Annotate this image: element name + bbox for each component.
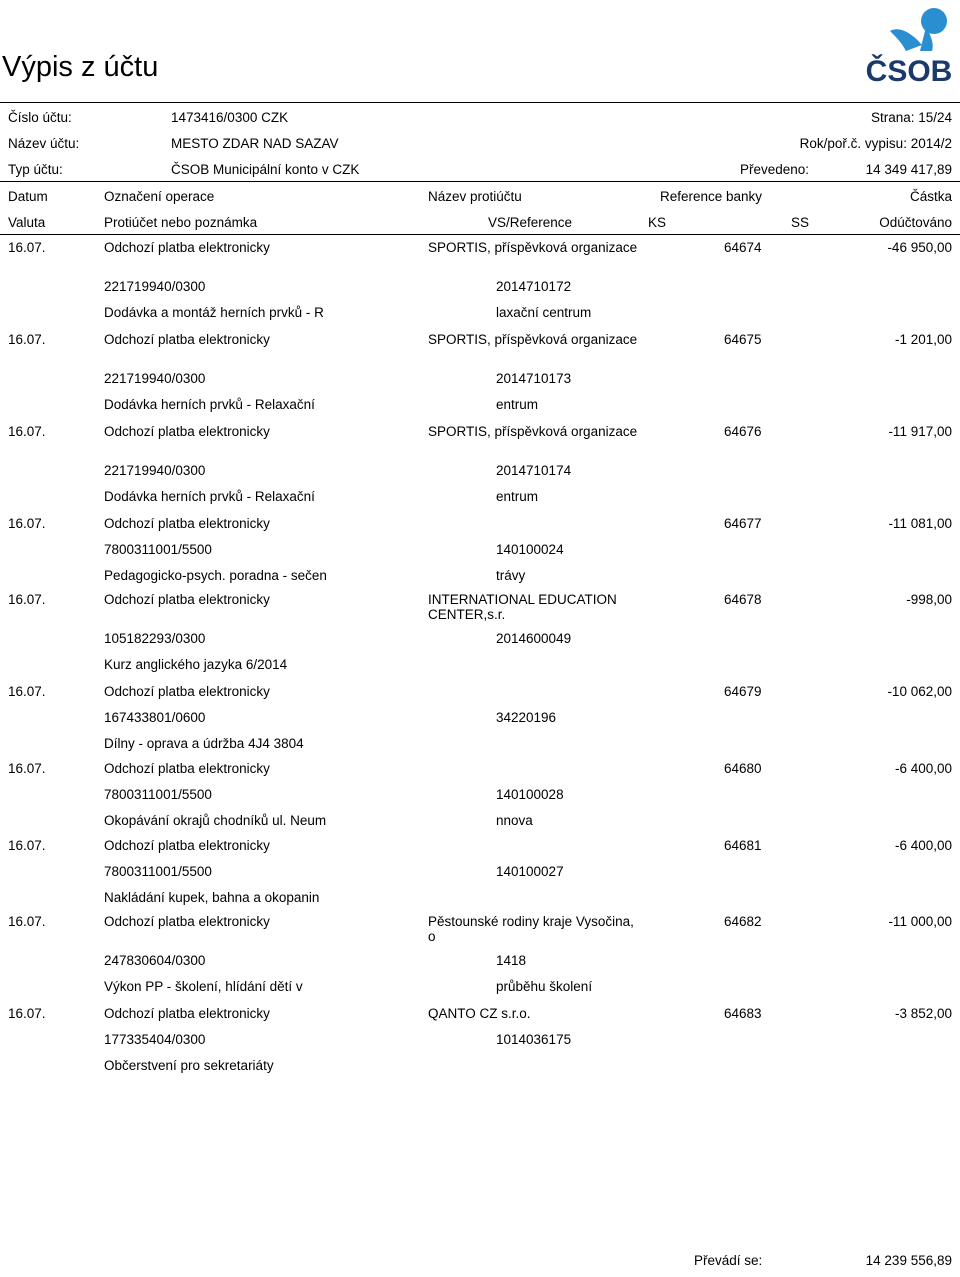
tx-operation: Odchozí platba elektronicky <box>104 761 270 776</box>
tx-note: Dodávka herních prvků - Relaxační <box>104 397 315 412</box>
col-date: Datum <box>8 189 48 204</box>
tx-account: 105182293/0300 <box>104 631 206 646</box>
col-valuta: Valuta <box>8 215 46 230</box>
page-title: Výpis z účtu <box>2 51 159 83</box>
col-bank-ref: Reference banky <box>660 189 763 204</box>
tx-bank-ref: 64682 <box>724 914 762 929</box>
tx-date: 16.07. <box>8 592 46 607</box>
tx-date: 16.07. <box>8 838 46 853</box>
tx-amount: -998,00 <box>906 592 952 607</box>
tx-counterparty: INTERNATIONAL EDUCATION CENTER,s.r. <box>428 592 617 622</box>
tx-bank-ref: 64683 <box>724 1006 762 1021</box>
tx-vs: 2014710174 <box>496 463 572 478</box>
csob-logo <box>862 5 957 85</box>
tx-date: 16.07. <box>8 332 46 347</box>
tx-counterparty: Pěstounské rodiny kraje Vysočina, o <box>428 914 634 944</box>
tx-note-continued: nnova <box>496 813 533 828</box>
tx-account: 177335404/0300 <box>104 1032 206 1047</box>
tx-amount: -11 917,00 <box>888 424 952 439</box>
tx-operation: Odchozí platba elektronicky <box>104 1006 270 1021</box>
tx-note: Dodávka a montáž herních prvků - R <box>104 305 324 320</box>
svg-text:ČSOB: ČSOB <box>865 55 953 85</box>
tx-account: 221719940/0300 <box>104 463 206 478</box>
page-number: Strana: 15/24 <box>870 110 952 125</box>
account-name-label: Název účtu: <box>8 136 80 151</box>
tx-account: 7800311001/5500 <box>104 542 212 557</box>
tx-counterparty: SPORTIS, příspěvková organizace <box>428 240 638 255</box>
tx-note: Pedagogicko-psych. poradna - sečen <box>104 568 327 583</box>
col-counterparty: Název protiúčtu <box>428 189 522 204</box>
col-amount: Částka <box>909 189 952 204</box>
col-vs: VS/Reference <box>488 215 573 230</box>
tx-bank-ref: 64679 <box>724 684 762 699</box>
tx-vs: 34220196 <box>496 710 557 725</box>
tx-note-continued: entrum <box>496 397 539 412</box>
tx-bank-ref: 64677 <box>724 516 762 531</box>
tx-date: 16.07. <box>8 914 46 929</box>
tx-bank-ref: 64675 <box>724 332 762 347</box>
tx-bank-ref: 64681 <box>724 838 762 853</box>
tx-vs: 2014710172 <box>496 279 572 294</box>
tx-operation: Odchozí platba elektronicky <box>104 424 270 439</box>
tx-amount: -46 950,00 <box>887 240 952 255</box>
tx-vs: 1014036175 <box>496 1032 572 1047</box>
tx-operation: Odchozí platba elektronicky <box>104 684 270 699</box>
tx-bank-ref: 64674 <box>724 240 762 255</box>
tx-vs: 2014710173 <box>496 371 572 386</box>
tx-account: 7800311001/5500 <box>104 787 212 802</box>
tx-date: 16.07. <box>8 240 46 255</box>
tx-amount: -11 000,00 <box>888 914 952 929</box>
tx-counterparty: SPORTIS, příspěvková organizace <box>428 424 638 439</box>
tx-note: Dodávka herních prvků - Relaxační <box>104 489 315 504</box>
tx-bank-ref: 64680 <box>724 761 762 776</box>
tx-date: 16.07. <box>8 761 46 776</box>
tx-counterparty: QANTO CZ s.r.o. <box>428 1006 531 1021</box>
tx-amount: -11 081,00 <box>888 516 952 531</box>
account-type: ČSOB Municipální konto v CZK <box>171 162 360 177</box>
tx-amount: -6 400,00 <box>894 761 952 776</box>
tx-operation: Odchozí platba elektronicky <box>104 516 270 531</box>
tx-note-continued: trávy <box>496 568 526 583</box>
tx-account: 167433801/0600 <box>104 710 206 725</box>
tx-date: 16.07. <box>8 516 46 531</box>
carried-value: 14 349 417,89 <box>865 162 952 177</box>
account-number: 1473416/0300 CZK <box>171 110 289 125</box>
transfer-label: Převádí se: <box>694 1253 763 1268</box>
tx-amount: -1 201,00 <box>894 332 952 347</box>
tx-vs: 2014600049 <box>496 631 572 646</box>
tx-note-continued: entrum <box>496 489 539 504</box>
col-operation: Označení operace <box>104 189 215 204</box>
tx-note: Okopávání okrajů chodníků ul. Neum <box>104 813 327 828</box>
tx-note-continued: laxační centrum <box>496 305 592 320</box>
tx-note-continued: průběhu školení <box>496 979 593 994</box>
col-posted: Odúčtováno <box>879 215 952 230</box>
tx-operation: Odchozí platba elektronicky <box>104 838 270 853</box>
tx-bank-ref: 64676 <box>724 424 762 439</box>
tx-amount: -3 852,00 <box>894 1006 952 1021</box>
col-ss: SS <box>791 215 810 230</box>
tx-vs: 140100027 <box>496 864 564 879</box>
tx-bank-ref: 64678 <box>724 592 762 607</box>
tx-operation: Odchozí platba elektronicky <box>104 914 270 929</box>
tx-note: Nakládání kupek, bahna a okopanin <box>104 890 320 905</box>
year-statement: Rok/poř.č. vypisu: 2014/2 <box>799 136 952 151</box>
tx-account: 221719940/0300 <box>104 279 206 294</box>
tx-note: Občerstvení pro sekretariáty <box>104 1058 274 1073</box>
col-ks: KS <box>648 215 667 230</box>
tx-operation: Odchozí platba elektronicky <box>104 332 270 347</box>
carried-label: Převedeno: <box>740 162 810 177</box>
transfer-value: 14 239 556,89 <box>865 1253 952 1268</box>
tx-operation: Odchozí platba elektronicky <box>104 592 270 607</box>
tx-note: Kurz anglického jazyka 6/2014 <box>104 657 288 672</box>
tx-vs: 140100024 <box>496 542 564 557</box>
tx-date: 16.07. <box>8 684 46 699</box>
account-name: MESTO ZDAR NAD SAZAV <box>171 136 339 151</box>
tx-amount: -6 400,00 <box>894 838 952 853</box>
tx-counterparty: SPORTIS, příspěvková organizace <box>428 332 638 347</box>
tx-account: 7800311001/5500 <box>104 864 212 879</box>
account-number-label: Číslo účtu: <box>8 110 72 125</box>
col-account-note: Protiúčet nebo poznámka <box>104 215 258 230</box>
tx-vs: 1418 <box>496 953 527 968</box>
tx-vs: 140100028 <box>496 787 564 802</box>
tx-account: 221719940/0300 <box>104 371 206 386</box>
tx-date: 16.07. <box>8 1006 46 1021</box>
tx-account: 247830604/0300 <box>104 953 206 968</box>
tx-operation: Odchozí platba elektronicky <box>104 240 270 255</box>
tx-note: Dílny - oprava a údržba 4J4 3804 <box>104 736 304 751</box>
account-type-label: Typ účtu: <box>8 162 63 177</box>
tx-note: Výkon PP - školení, hlídání dětí v <box>104 979 303 994</box>
tx-date: 16.07. <box>8 424 46 439</box>
tx-amount: -10 062,00 <box>887 684 952 699</box>
